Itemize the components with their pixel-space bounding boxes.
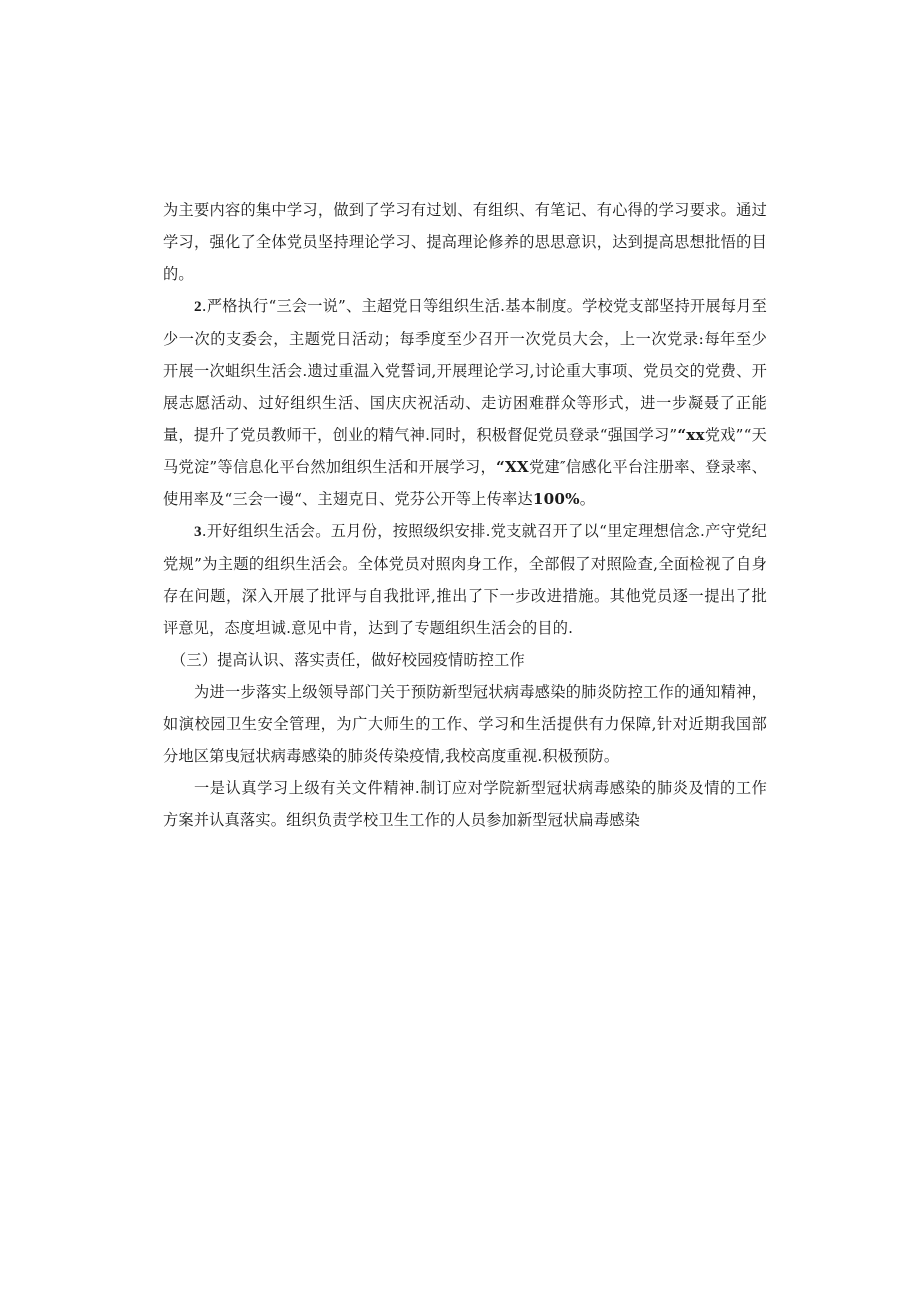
bold-text: “xx <box>677 426 705 444</box>
section-heading: （三）提高认识、落实责任，做好校园疫情昉控工作 <box>171 651 525 669</box>
paragraph-epidemic-first: 一是认真学习上级有关文件精神.制订应对学院新型冠状病毒感染的肺炎及情的工作方案并认真落实。组织负责学校卫生工作的人员参加新型冠状扁毒感染 <box>163 779 767 829</box>
bold-text: 100% <box>532 490 580 508</box>
item-text: 党建″信感化平台注册率、登录率、使用率及“三会一谩“、主翅克日、党芬公开等上传率达 <box>163 458 767 508</box>
paragraph-item-3 <box>163 515 767 644</box>
item-text: 党戏”“天马党淀”等信息化平台然加组织生活和开展学习， <box>163 426 768 476</box>
item-number: 3 <box>194 523 202 540</box>
paragraph-epidemic-intro: 为进一步落实上级领导部门关于预防新型冠状病毒感染的肺炎防控工作的通知精神，如演校园卫生安全管理，为广大师生的工作、学习和生活提供有力保障,针对近期我国部分地区第曳冠状病毒感染的肺炎传染疫情,我校高度重视.积极预防。 <box>163 683 767 765</box>
item-number: 2 <box>194 298 202 315</box>
item-text: 。 <box>579 490 596 508</box>
item-text: .严格执行“三会一说”、主超党日等组织生活.基本制度。学校党支部坚持开展每月至少一次的支委会，主题党日活动；每季度至少召开一次党员大会，上一次党录:每年至少开展一次蛆织生活会.遗过重温入党誓词,开展理论学习,讨论重大事项、党员交的党费、开展志愿活动、过好组织生活、国庆庆祝活动、走访困难群众等形式，进一步凝聂了正能量，提升了党员教师干，创业的精气神.同时，积极督促党员登录“强国学习” <box>163 297 767 444</box>
bold-text: “XX <box>496 458 529 476</box>
document-body <box>163 194 767 836</box>
paragraph-item-2 <box>163 290 767 515</box>
paragraph-study-summary: 为主要内容的集中学习，做到了学习有过划、有组织、有笔记、有心得的学习要求。通过学习，强化了全体党员坚持理论学习、提高理论修养的思思意识，达到提高思想批悟的目的。 <box>163 201 767 283</box>
item-text: .开好组织生活会。五月份，按照级织安排.党支就召开了以“里定理想信念.产守党纪党规”为主题的组织生活会。全体党员对照肉身工作，全部假了对照险查,全面检视了自身存在问题，深入开展了批评与自我批评,推出了下一步改进措施。其他党员逐一提出了批评意见，态度坦诚.意见中肯，达到了专题组织生活会的目的. <box>163 522 767 637</box>
